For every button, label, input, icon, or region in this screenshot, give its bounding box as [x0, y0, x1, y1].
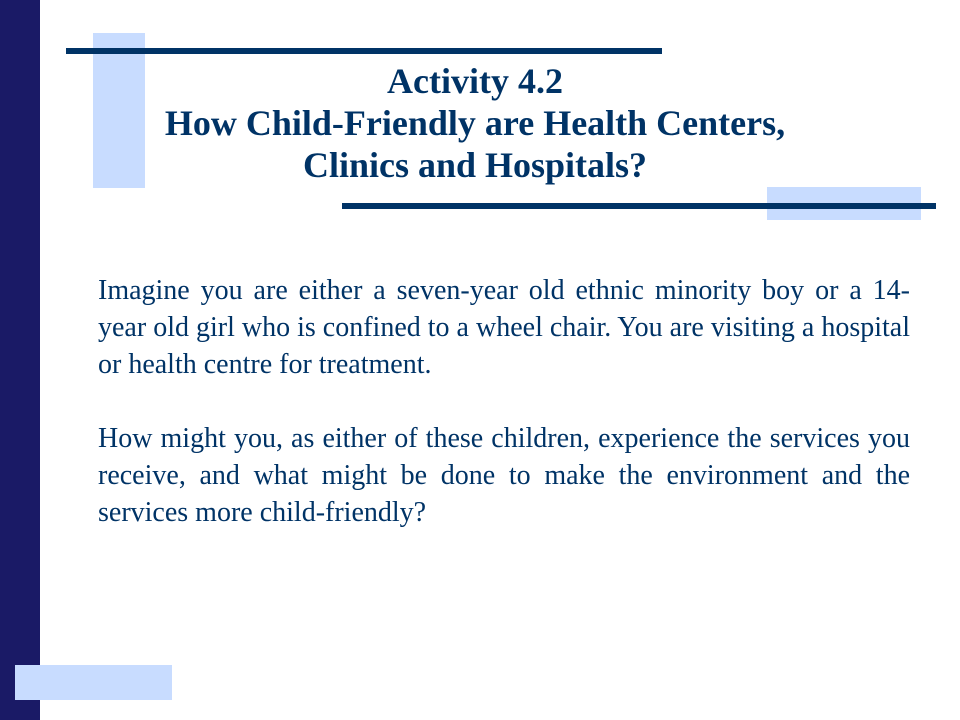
title-line-1: Activity 4.2: [387, 61, 563, 101]
top-divider: [66, 48, 662, 54]
bottom-divider: [342, 203, 936, 209]
paragraph-1: Imagine you are either a seven-year old ethnic minority boy or a 14-year old girl who is confined to a wheel chair. You are visiting a hospital or health centre for treatment.: [98, 275, 910, 380]
slide-body: [98, 272, 910, 568]
bottom-accent-block: [15, 665, 172, 700]
slide-title: [150, 60, 800, 186]
title-accent-block: [93, 33, 145, 188]
title-line-2: How Child-Friendly are Health Centers, Clinics and Hospitals?: [164, 103, 786, 185]
left-sidebar-bar: [0, 0, 40, 720]
paragraph-2: How might you, as either of these children, experience the services you receive, and what might be done to make the environment and the services more child-friendly?: [98, 423, 910, 528]
